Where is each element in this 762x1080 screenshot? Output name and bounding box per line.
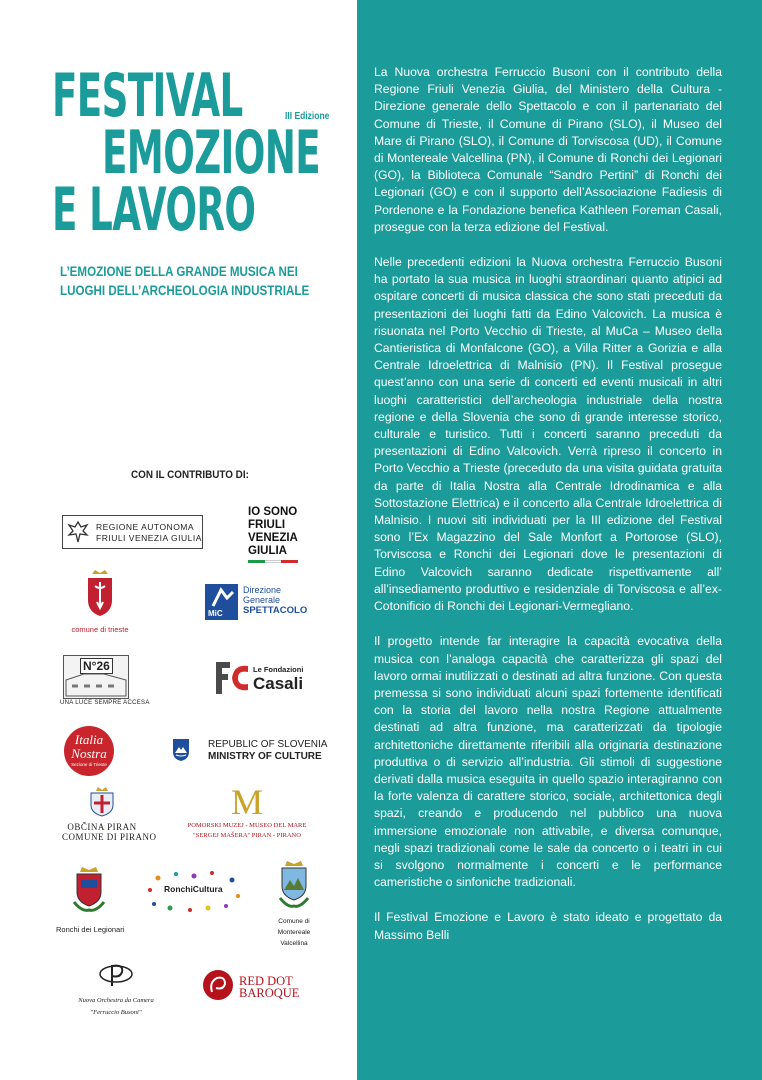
mic-line-3: SPETTACOLO <box>243 605 308 616</box>
casali-line-2: Casali <box>253 674 304 693</box>
n26-number: N°26 <box>80 658 113 674</box>
subtitle-line-2: LUOGHI DELL’ARCHEOLOGIA INDUSTRIALE <box>60 283 310 298</box>
fvg-line-3: VENEZIA <box>248 532 298 544</box>
fondazioni-casali-logo <box>214 660 314 696</box>
italia-line-2: Nostra <box>71 746 107 761</box>
ronchi-cultura-logo <box>146 870 242 914</box>
nuova-orchestra-logo <box>56 962 176 1017</box>
casali-line-1: Le Fondazioni <box>253 665 304 674</box>
piran-crest-icon <box>88 787 116 817</box>
n26-logo <box>60 655 150 706</box>
edition-label: III Edizione <box>285 111 330 122</box>
title-line-3: E LAVORO <box>52 175 256 245</box>
monte-line-2: Montereale <box>277 929 311 936</box>
reddot-line-1: RED DOT <box>239 974 293 988</box>
nocb-line-1: Nuova Orchestra da Camera <box>78 997 154 1004</box>
subtitle-line-1: L’EMOZIONE DELLA GRANDE MUSICA NEI <box>60 264 298 279</box>
tricolor-bar <box>248 560 298 563</box>
monte-line-1: Comune di <box>278 918 310 925</box>
mic-badge: MiC <box>205 584 238 620</box>
slovenia-ministry-logo <box>172 738 328 766</box>
left-panel <box>0 0 357 1080</box>
slovenia-line-2: MINISTRY OF CULTURE <box>208 751 322 762</box>
trieste-label: comune di trieste <box>71 625 129 634</box>
regione-line-1: REGIONE AUTONOMA <box>96 522 195 532</box>
montereale-logo <box>266 860 322 948</box>
regione-line-2: FRIULI VENEZIA GIULIA <box>96 533 202 543</box>
comune-trieste-logo <box>58 570 142 634</box>
n26-caption: UNA LUCE SEMPRE ACCESA <box>60 700 150 706</box>
description-text <box>374 64 722 962</box>
n26-building-icon <box>63 655 129 699</box>
orchestra-monogram-icon <box>96 962 136 988</box>
ronchi-label: Ronchi dei Legionari <box>56 925 125 934</box>
paragraph-credits: Il Festival Emozione e Lavoro è stato ideato e progettato da Massimo Belli <box>374 910 722 942</box>
slovenia-line-1: REPUBLIC OF SLOVENIA <box>208 739 328 750</box>
ronchi-crest-icon <box>72 866 106 914</box>
italia-line-3: Sezione di Trieste <box>71 762 107 767</box>
contributors-heading: CON IL CONTRIBUTO DI: <box>131 469 249 481</box>
paragraph-history: Nelle precedenti edizioni la Nuova orchestra Ferruccio Busoni ha portato la sua musica in luoghi straordinari quanto atipici ad ospitare concerti di musica classica che sono stati preceduti da presentazioni dei luoghi fatti da Edino Valcovich. La musica è risuonata nel Porto Vecchio di Trieste, al MuCa – Museo della Cantieristica di Monfalcone (GO), a Villa Ritter a Gorizia e alla Centrale Idroelettrica di Malnisio (PN). Il Festival prosegue quest’anno con una serie di concerti ed eventi musicali in altri luoghi caratteristici dell’archeologia industriale della nostra regione e della Slovenia che sono di grande interesse storico, culturale e turistico. Tutti i concerti saranno preceduti da presentazioni di Edino Valcovich. Verrà ripreso il concerto in Porto Vecchio a Trieste (preceduto da una visita guidata gratuita da parte di Italia Nostra alla Centrale Idrodinamica e alla Sottostazione Elettrica) e il concerto alla Centrale Idroelettrica di Malnisio. I nuovi siti individuati per la III edizione del Festival sono l’Ex Magazzino del Sale Monfort a Portorose (SLO), Torviscosa e Ronchi dei Legionari dove le presentazioni di Edino Valcovich saranno dedicate rispettivamente all’ all’insediamento produttivo e residenziale di Torviscosa e all’ex-Cotonificio di Ronchi dei Legionari-Vermegliano. <box>374 255 722 614</box>
title-line-1: FESTIVAL <box>52 61 243 131</box>
mic-figure-icon <box>205 584 238 610</box>
red-dot-baroque-logo <box>203 970 313 1006</box>
reddot-line-2: BAROQUE <box>239 986 300 1000</box>
pomorski-muzej-logo <box>172 784 322 840</box>
muzej-line-1: POMORSKI MUZEJ - MUSEO DEL MARE <box>187 822 307 829</box>
muzej-letter: M <box>230 782 263 822</box>
piran-line-2: COMUNE DI PIRANO <box>62 832 157 842</box>
subtitle <box>60 262 309 300</box>
title-line-2: EMOZIONE <box>102 118 321 188</box>
slovenia-crest-icon <box>172 738 190 762</box>
mic-spettacolo-logo <box>205 584 315 620</box>
io-sono-fvg-logo <box>248 506 312 563</box>
fvg-line-1: IO SONO <box>248 506 298 518</box>
mic-line-2: Generale <box>243 595 281 605</box>
paragraph-project: Il progetto intende far interagire la capacità evocativa della musica con l’analoga capacità che caratterizza gli spazi del lavoro ormai inutilizzati o destinati ad altra funzione. Con questa premessa si sono individuati alcuni spazi fortemente identificati con la storia del lavoro nella nostra Regione attualmente destinati ad altra funzione, ma caratterizzati da tipologie architettoniche direttamente riferibili alla originaria destinazione produttiva o di servizio all’industria. Gli stimoli di suggestione derivati dalla musica eseguita in quello spazio interagiranno con la forte valenza di carattere storico, sociale, architettonica degli spazi, creando e producendo nel pubblico una nuova immersione emozionale non attivabile, e diversa comunque, negli spazi tradizionali come le sale da concerto o i teatri in cui si svolgono normalmente i concerti e le performance cameristiche o sinfoniche tradizionali. <box>374 634 722 890</box>
fvg-line-4: GIULIA <box>248 545 287 557</box>
nocb-line-2: "Ferruccio Busoni" <box>90 1009 142 1016</box>
italia-nostra-logo <box>64 726 114 776</box>
red-dot-icon <box>203 970 233 1000</box>
paragraph-intro: La Nuova orchestra Ferruccio Busoni con il contributo della Regione Friuli Venezia Giulia, del Ministero della Cultura - Direzione generale dello Spettacolo e con il partenariato del Comune di Trieste, il Comune di Pirano (SLO), il Museo del Mare di Pirano (SLO), il Comune di Torviscosa (UD), il Comune di Montereale Valcellina (PN), il Comune di Ronchi dei Legionari (GO), la Biblioteca Comunale “Sandro Pertini” di Ronchi dei Legionari (GO) e con il supporto dell’Associazione Fadiesis di Pordenone e la Fondazione benefica Kathleen Foreman Casali, prosegue con la terza edizione del Festival. <box>374 65 722 234</box>
muzej-line-2: "SERGEJ MAŠERA" PIRAN - PIRANO <box>193 832 301 839</box>
monte-line-3: Valcellina <box>280 940 308 947</box>
regione-fvg-logo <box>62 515 203 549</box>
ronchi-cultura-label: RonchiCultura <box>164 884 223 894</box>
montereale-crest-icon <box>278 860 310 910</box>
eagle-icon <box>67 520 89 544</box>
fc-mark-icon <box>214 660 250 696</box>
obcina-piran-logo <box>62 787 157 842</box>
mic-line-1: Direzione <box>243 585 282 595</box>
piran-line-1: OBČINA PIRAN <box>67 822 137 832</box>
italia-line-1: Italia <box>74 732 104 747</box>
trieste-shield-icon <box>86 570 114 616</box>
ronchi-legionari-logo <box>56 866 125 934</box>
fvg-line-2: FRIULI <box>248 519 286 531</box>
